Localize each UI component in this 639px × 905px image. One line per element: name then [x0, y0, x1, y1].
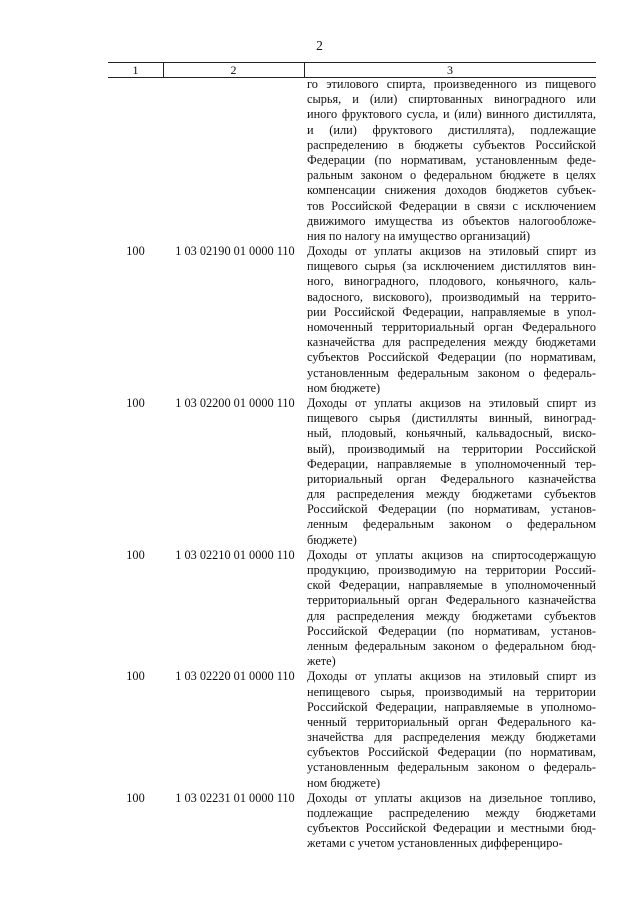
description-line: распределению в бюджеты субъектов Российской — [307, 137, 596, 152]
row-classification-code: 1 03 02210 01 0000 110 — [175, 547, 295, 562]
description-line: для распределения между бюджетами субъектов — [307, 608, 596, 623]
row-description — [307, 669, 596, 791]
description-line: территориальный орган Федерального казначейства — [307, 593, 597, 608]
description-line: ленным федеральным законом о федеральном — [307, 517, 596, 532]
header-col-2: 2 — [163, 63, 305, 77]
row-admin-code: 100 — [126, 395, 145, 410]
row-admin-code: 100 — [126, 669, 145, 684]
description-line: подлежащие распределению между бюджетами — [307, 806, 596, 820]
description-line: установленным федеральным законом о федераль- — [307, 365, 597, 380]
table-body — [0, 77, 639, 852]
description-line: пищевого сырья (дистилляты винный, виноград- — [307, 411, 596, 426]
description-line: Российской Федерации (по нормативам, установ- — [307, 623, 596, 638]
description-line: ния по налогу на имущество организаций) — [307, 228, 531, 243]
table-row — [0, 77, 639, 244]
description-line: установленным федеральным законом о федераль- — [307, 760, 597, 775]
description-line: жетами с учетом установленных дифференциро- — [307, 836, 563, 851]
description-line: ченный территориальный орган Федерального ка- — [307, 714, 596, 729]
row-description — [307, 396, 596, 548]
table-row — [0, 244, 639, 396]
description-line: Доходы от уплаты акцизов на этиловый спирт из — [307, 395, 597, 410]
row-classification-code: 1 03 02200 01 0000 110 — [175, 395, 295, 410]
description-line: казначейства для распределения между бюджетами — [307, 335, 597, 350]
description-line: субъектов Российской Федерации (по нормативам, — [307, 350, 596, 365]
description-line: го этилового спирта, произведенного из пищевого — [307, 77, 596, 91]
description-line: жете) — [307, 654, 336, 669]
description-line: субъектов Российской Федерации и местными бюд- — [307, 821, 597, 836]
row-description — [307, 548, 596, 670]
description-line: субъектов Российской Федерации (по нормативам, — [307, 745, 596, 760]
description-line: номоченный территориальный орган Федерального — [307, 320, 596, 334]
description-line: ленным федеральным законом о федеральном бюд- — [307, 638, 597, 653]
description-line: движимого имущества из объектов налогообложе- — [307, 213, 597, 228]
description-line: пищевого сырья (за исключением дистиллятов вин- — [307, 259, 596, 274]
header-col-1: 1 — [108, 63, 164, 77]
description-line: ного, виноградного, плодового, коньячного, каль- — [307, 274, 597, 289]
table-row — [0, 548, 639, 670]
row-classification-code: 1 03 02190 01 0000 110 — [175, 244, 295, 259]
description-line: Федерации, направляемые в уполномоченный тер- — [307, 456, 596, 471]
table-header — [108, 62, 596, 78]
table-row — [0, 396, 639, 548]
row-classification-code: 1 03 02231 01 0000 110 — [175, 790, 295, 805]
description-line: Российской Федерации (по нормативам, установ- — [307, 502, 596, 517]
row-classification-code: 1 03 02220 01 0000 110 — [175, 669, 295, 684]
table-row — [0, 791, 639, 852]
description-line: Российской Федерации, направляемые в уполномо- — [307, 699, 597, 714]
row-admin-code: 100 — [126, 790, 145, 805]
row-admin-code: 100 — [126, 244, 145, 259]
row-description — [307, 244, 596, 396]
description-line: бюджете) — [307, 532, 357, 547]
description-line: сырья, и (или) спиртованных виноградного или — [307, 92, 596, 107]
description-line: ральным законом о федеральном бюджете в целях — [307, 168, 597, 183]
description-line: Доходы от уплаты акцизов на этиловый спирт из — [307, 244, 597, 259]
description-line: Доходы от уплаты акцизов на дизельное топливо, — [307, 790, 596, 805]
description-line: Федерации (по нормативам, установленным феде- — [307, 152, 596, 167]
description-line: рии Российской Федерации, направляемые в упол- — [307, 304, 596, 319]
description-line: Доходы от уплаты акцизов на этиловый спирт из — [307, 669, 597, 684]
description-line: для распределения между бюджетами субъектов — [307, 487, 596, 502]
description-line: тов Российской Федерации в связи с исключением — [307, 198, 596, 213]
description-line: продукцию, производимую на территории Россий- — [307, 563, 596, 577]
row-description — [307, 791, 596, 852]
description-line: компенсации снижения доходов бюджетов субъек- — [307, 183, 597, 198]
description-line: ный, плодовый, коньячный, кальвадосный, виско- — [307, 426, 597, 441]
description-line: Доходы от уплаты акцизов на спиртосодержащую — [307, 547, 597, 562]
description-line: значейства для распределения между бюджетами — [307, 730, 596, 745]
row-admin-code: 100 — [126, 547, 145, 562]
page-number: 2 — [316, 38, 323, 53]
table-row — [0, 669, 639, 791]
description-line: и (или) фруктового дистиллята), подлежащие — [307, 122, 596, 137]
description-line: непищевого сырья, производимый на территории — [307, 684, 596, 699]
description-line: ном бюджете) — [307, 380, 381, 395]
description-line: ном бюджете) — [307, 775, 381, 790]
description-line: вый), производимый на территории Российской — [307, 441, 596, 456]
description-line: иного фруктового сусла, и (или) винного дистиллята, — [307, 107, 596, 122]
row-description — [307, 77, 596, 244]
description-line: ской Федерации, направляемые в уполномоченный — [307, 578, 597, 593]
header-col-3: 3 — [447, 63, 453, 77]
description-line: вадосного, вискового), производимый на террито- — [307, 289, 596, 304]
description-line: риториальный орган Федерального казначейства — [307, 471, 597, 486]
